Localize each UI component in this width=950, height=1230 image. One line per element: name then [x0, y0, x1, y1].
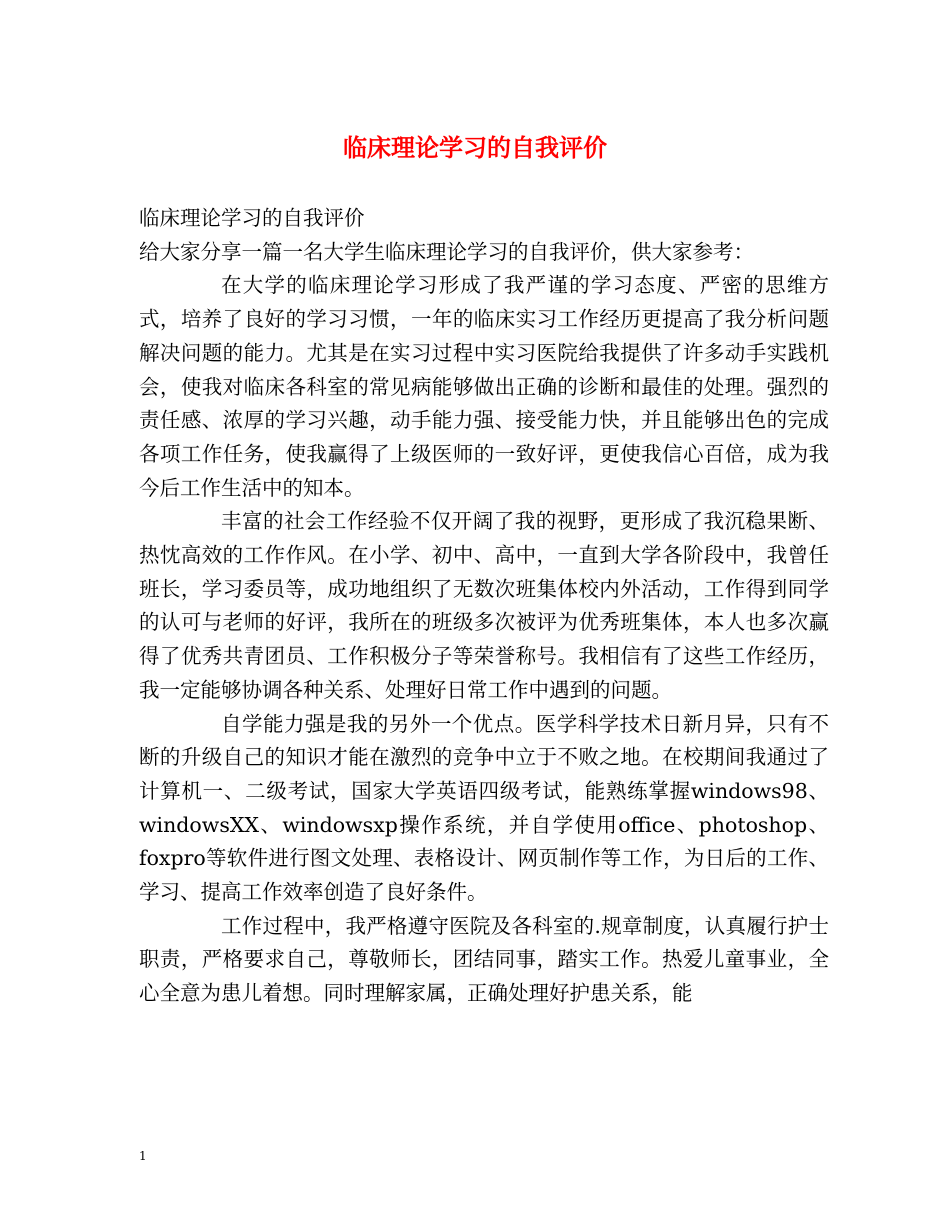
- document-subtitle: 临床理论学习的自我评价: [139, 206, 365, 230]
- paragraph-3: 自学能力强是我的另外一个优点。医学科学技术日新月异，只有不断的升级自己的知识才能在激烈的竞争中立于不败之地。在校期间我通过了计算机一、二级考试，国家大学英语四级考试，能熟练掌握windows98、windowsXX、windowsxp操作系统，并自学使用office、photoshop、foxpro等软件进行图文处理、表格设计、网页制作等工作，为日后的工作、学习、提高工作效率创造了良好条件。: [139, 711, 829, 905]
- paragraph-1: 在大学的临床理论学习形成了我严谨的学习态度、严密的思维方式，培养了良好的学习习惯，一年的临床实习工作经历更提高了我分析问题解决问题的能力。尤其是在实习过程中实习医院给我提供了许多动手实践机会，使我对临床各科室的常见病能够做出正确的诊断和最佳的处理。强烈的责任感、浓厚的学习兴趣，动手能力强、接受能力快，并且能够出色的完成各项工作任务，使我赢得了上级医师的一致好评，更使我信心百倍，成为我今后工作生活中的知本。: [139, 273, 829, 500]
- document-title: 临床理论学习的自我评价: [343, 134, 607, 162]
- document-intro: 给大家分享一篇一名大学生临床理论学习的自我评价，供大家参考：: [139, 239, 754, 264]
- page-number: 1: [139, 1149, 147, 1163]
- document-body: [139, 202, 829, 1011]
- paragraph-4: 工作过程中，我严格遵守医院及各科室的.规章制度，认真履行护士职责，严格要求自己，尊敬师长，团结同事，踏实工作。热爱儿童事业，全心全意为患儿着想。同时理解家属，正确处理好护患关系，能: [139, 913, 829, 1006]
- paragraph-2: 丰富的社会工作经验不仅开阔了我的视野，更形成了我沉稳果断、热忱高效的工作作风。在小学、初中、高中，一直到大学各阶段中，我曾任班长，学习委员等，成功地组织了无数次班集体校内外活动，工作得到同学的认可与老师的好评，我所在的班级多次被评为优秀班集体，本人也多次赢得了优秀共青团员、工作积极分子等荣誉称号。我相信有了这些工作经历，我一定能够协调各种关系、处理好日常工作中遇到的问题。: [139, 509, 829, 702]
